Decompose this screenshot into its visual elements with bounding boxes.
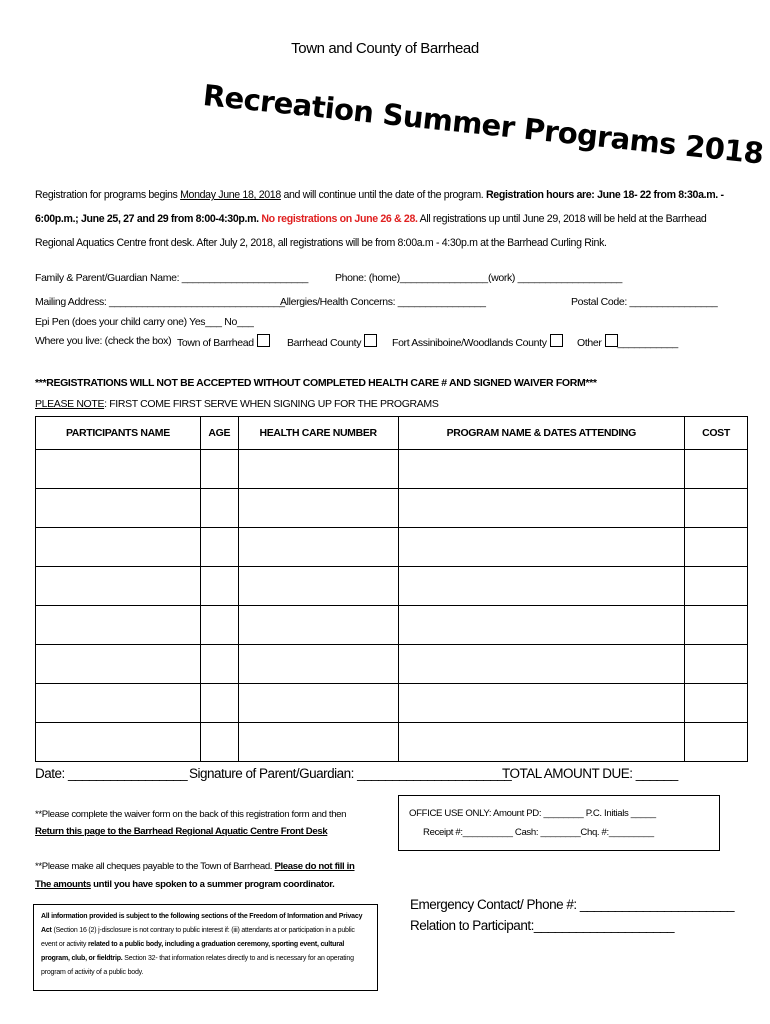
table-row[interactable] (36, 723, 748, 762)
date-field[interactable]: Date: _________________ (35, 766, 188, 781)
cell-program[interactable] (398, 684, 685, 723)
phone-work-field[interactable]: (work) ___________________ (488, 272, 622, 284)
cell-name[interactable] (36, 645, 201, 684)
col-cost: COST (685, 417, 748, 450)
cell-health[interactable] (238, 645, 398, 684)
waiver-instruction: **Please complete the waiver form on the back of this registration form and then (35, 809, 347, 820)
page-title: Recreation Summer Programs 2018 (201, 78, 765, 171)
option-town-label: Town of Barrhead (177, 337, 254, 349)
family-name-field[interactable]: Family & Parent/Guardian Name: _______________________ (35, 272, 308, 284)
table-row[interactable] (36, 606, 748, 645)
office-use-box (398, 795, 720, 851)
cell-program[interactable] (398, 450, 685, 489)
option-town-of-barrhead[interactable] (177, 334, 270, 349)
waiver-warning: ***REGISTRATIONS WILL NOT BE ACCEPTED WITHOUT COMPLETED HEALTH CARE # AND SIGNED WAIVER FORM*** (35, 377, 597, 389)
table-header-row (36, 417, 748, 450)
cell-name[interactable] (36, 450, 201, 489)
cell-health[interactable] (238, 606, 398, 645)
foip-text-2: Section 32- that information relates directly to and is necessary for an operating program of activity of a public body. (41, 955, 354, 976)
cell-cost[interactable] (685, 645, 748, 684)
cell-program[interactable] (398, 723, 685, 762)
cell-health[interactable] (238, 684, 398, 723)
no-registration-notice: No registrations on June 26 & 28. (258, 213, 418, 225)
town-checkbox[interactable] (257, 334, 270, 347)
phone-home-field[interactable]: Phone: (home)________________ (335, 272, 488, 284)
registration-hours: Registration hours are: June 18- 22 from 8:30a.m. - 6:00p.m.; June 25, 27 and 29 from 8:00-4:30p.m. (35, 189, 724, 225)
cell-program[interactable] (398, 567, 685, 606)
table-row[interactable] (36, 684, 748, 723)
cell-name[interactable] (36, 567, 201, 606)
cell-cost[interactable] (685, 723, 748, 762)
cell-cost[interactable] (685, 489, 748, 528)
col-age: AGE (200, 417, 238, 450)
other-checkbox[interactable] (605, 334, 618, 347)
intro-text-3: All registrations up until June 29, 2018 will be held at the Barrhead Regional Aquatics Centre front desk. After July 2, 2018, all registrations will be from 8:00a.m - 4:30p.m at the Barrhead Curling Rink. (35, 213, 707, 249)
postal-code-field[interactable]: Postal Code: ________________ (571, 296, 718, 308)
foip-box (33, 904, 378, 991)
fort-checkbox[interactable] (550, 334, 563, 347)
table-row[interactable] (36, 489, 748, 528)
cell-cost[interactable] (685, 567, 748, 606)
cell-program[interactable] (398, 489, 685, 528)
cell-cost[interactable] (685, 684, 748, 723)
cell-age[interactable] (200, 723, 238, 762)
cell-health[interactable] (238, 489, 398, 528)
intro-text-2: and will continue until the date of the program. (280, 189, 486, 201)
cell-name[interactable] (36, 489, 201, 528)
emergency-contact-field[interactable]: Emergency Contact/ Phone #: ______________________ (410, 897, 735, 912)
cell-health[interactable] (238, 567, 398, 606)
participants-table (35, 416, 748, 762)
cheque-text: **Please make all cheques payable to the Town of Barrhead. (35, 861, 275, 872)
please-note-text: : FIRST COME FIRST SERVE WHEN SIGNING UP FOR THE PROGRAMS (104, 398, 439, 410)
cell-cost[interactable] (685, 606, 748, 645)
mailing-address-field[interactable]: Mailing Address: ________________________________ (35, 296, 285, 308)
option-fort-assiniboine[interactable] (392, 334, 563, 349)
foip-bold-2: related to a public body, including a graduation ceremony, sporting event, cultural program, club, or fieldtrip. (41, 941, 345, 962)
organization-header: Town and County of Barrhead (291, 40, 479, 57)
total-amount-due[interactable]: TOTAL AMOUNT DUE: ______ (502, 766, 678, 781)
cell-age[interactable] (200, 528, 238, 567)
option-other[interactable] (577, 334, 678, 349)
table-row[interactable] (36, 567, 748, 606)
epipen-field[interactable]: Epi Pen (does your child carry one) Yes___ No___ (35, 316, 254, 328)
cheque-warning-1: Please do not fill in (274, 861, 355, 872)
cheque-warning-2: The amounts (35, 879, 91, 890)
cell-program[interactable] (398, 528, 685, 567)
office-line-2: Receipt #:__________ Cash: ________Chq. #:_________ (423, 827, 654, 838)
cell-health[interactable] (238, 528, 398, 567)
cell-program[interactable] (398, 645, 685, 684)
option-county-label: Barrhead County (287, 337, 362, 349)
registration-info (35, 183, 735, 255)
cell-name[interactable] (36, 723, 201, 762)
foip-text (41, 910, 371, 980)
cell-age[interactable] (200, 684, 238, 723)
option-fort-label: Fort Assiniboine/Woodlands County (392, 337, 547, 349)
other-line[interactable]: ___________ (617, 337, 678, 349)
table-row[interactable] (36, 645, 748, 684)
cell-age[interactable] (200, 645, 238, 684)
foip-bold-1: All information provided is subject to the following sections of the Freedom of Information and Privacy Act (41, 913, 363, 934)
cheque-warning-3: until you have spoken to a summer program coordinator. (90, 879, 335, 890)
cell-program[interactable] (398, 606, 685, 645)
return-instruction: Return this page to the Barrhead Regional Aquatic Centre Front Desk (35, 826, 328, 837)
foip-text-1: (Section 16 (2) j-disclosure is not contrary to public interest if: (iii) attendants at or participation in a public event or activity (41, 927, 355, 948)
cell-cost[interactable] (685, 528, 748, 567)
signature-field[interactable]: Signature of Parent/Guardian: ______________________ (189, 766, 512, 781)
office-line-1: OFFICE USE ONLY: Amount PD: ________ P.C. Initials _____ (409, 808, 656, 819)
option-other-label: Other (577, 337, 602, 349)
cheque-instruction (35, 861, 355, 872)
col-health-care-number: HEALTH CARE NUMBER (238, 417, 398, 450)
cell-name[interactable] (36, 684, 201, 723)
cell-age[interactable] (200, 450, 238, 489)
cell-health[interactable] (238, 450, 398, 489)
start-date: Monday June 18, 2018 (180, 189, 281, 201)
cell-name[interactable] (36, 528, 201, 567)
relation-field[interactable]: Relation to Participant:____________________ (410, 918, 674, 933)
cell-age[interactable] (200, 606, 238, 645)
table-row[interactable] (36, 450, 748, 489)
cell-name[interactable] (36, 606, 201, 645)
col-program-name-dates: PROGRAM NAME & DATES ATTENDING (398, 417, 685, 450)
county-checkbox[interactable] (364, 334, 377, 347)
please-note (35, 398, 438, 410)
please-note-label: PLEASE NOTE (35, 398, 105, 410)
col-participants-name: PARTICIPANTS NAME (36, 417, 201, 450)
intro-text: Registration for programs begins (35, 189, 181, 201)
where-live-label: Where you live: (check the box) (35, 335, 172, 347)
table-row[interactable] (36, 528, 748, 567)
cell-age[interactable] (200, 567, 238, 606)
allergies-field[interactable]: Allergies/Health Concerns: ________________ (280, 296, 486, 308)
cell-health[interactable] (238, 723, 398, 762)
cheque-instruction-2 (35, 879, 334, 890)
cell-cost[interactable] (685, 450, 748, 489)
option-barrhead-county[interactable] (287, 334, 377, 349)
cell-age[interactable] (200, 489, 238, 528)
